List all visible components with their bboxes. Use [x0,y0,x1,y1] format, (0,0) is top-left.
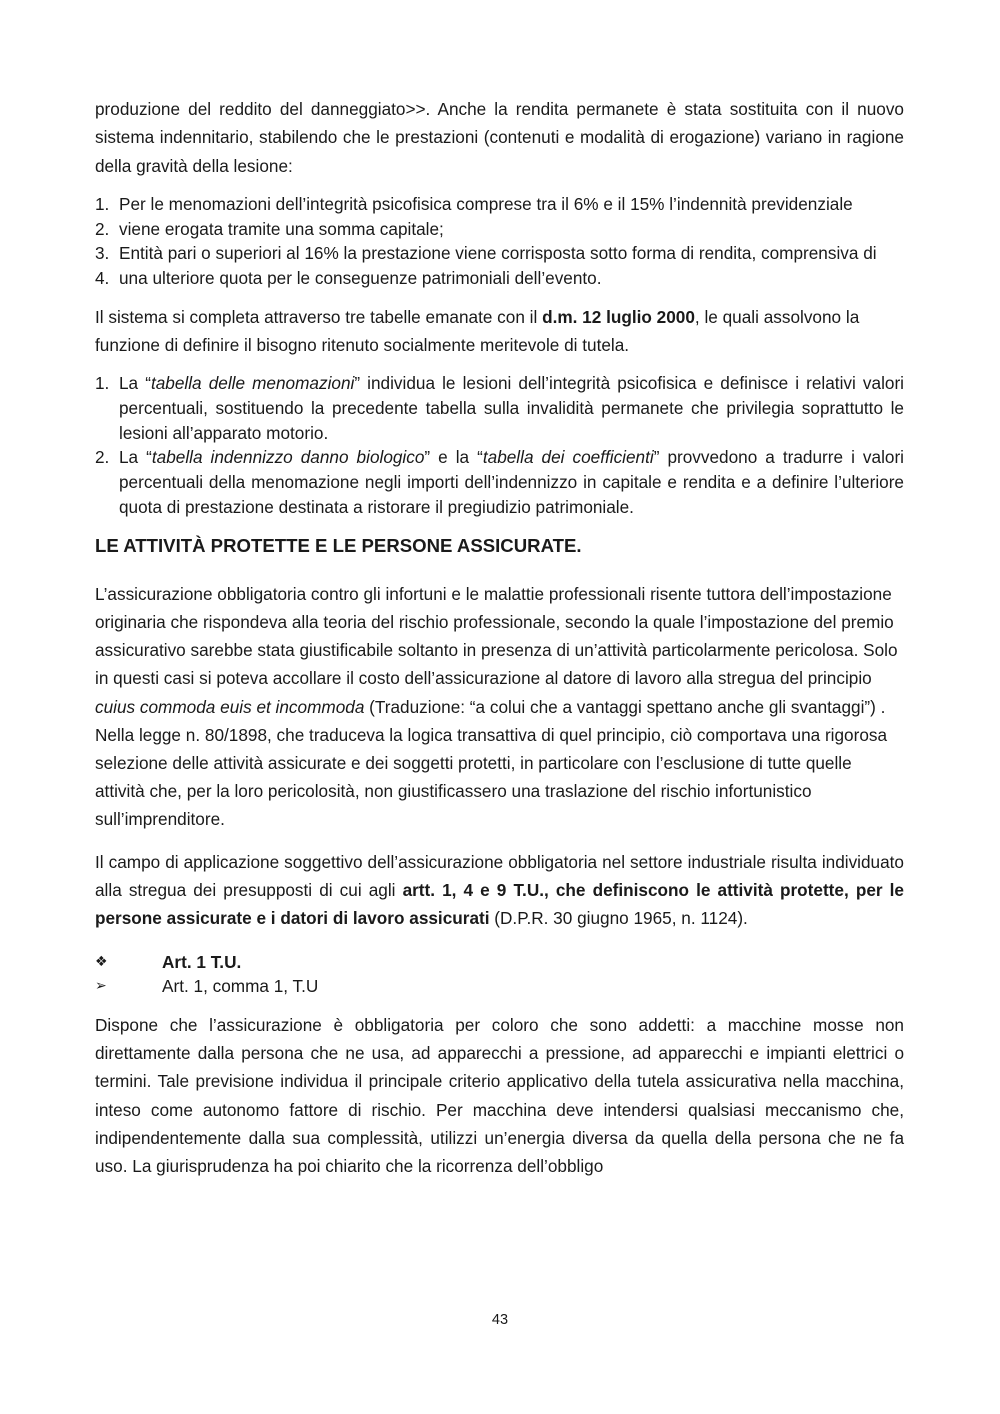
numbered-list-indemnity [95,192,904,291]
text-run: Il campo di applicazione soggettivo dell’assicurazione obbligatoria nel settore industriale risulta individuato alla stregua dei presupposti di cui agli [95,851,904,900]
text-run: (Traduzione: “a colui che a vantaggi spettano anche gli svantaggi”) . Nella legge n. 80/1898, che traduceva la logica transattiva di quel principio, ciò comportava una rigorosa selezione delle attività assicurate e dei soggetti protetti, in particolare con l’esclusione di tutte quelle attività che, per la loro pericolosità, non giustificassero una traslazione del rischio infortunistico sull’imprenditore. [95,696,888,830]
text-run: ” individua le lesioni dell’integrità psicofisica e definisce i relativi valori percentuali, sostituendo la precedente tabella sulla invalidità permanete che privilegia soprattutto le lesioni all’apparato motorio. [119,373,904,443]
numbered-list-tables [95,371,904,520]
bullet-item [95,974,904,999]
page-body [95,95,904,1181]
table-name: tabella dei coefficienti [482,447,654,468]
paragraph-scope [95,848,904,933]
list-item-text: una ulteriore quota per le conseguenze patrimoniali dell’evento. [119,268,602,289]
list-item [95,445,904,519]
text-run: Il sistema si completa attraverso tre tabelle emanate con il [95,307,543,328]
list-number: 2. [95,218,110,239]
list-number: 1. [95,373,110,394]
text-run: ” e la “ [424,447,483,468]
table-name: tabella indennizzo danno biologico [151,447,425,468]
decree-reference: d.m. 12 luglio 2000 [542,307,695,328]
bullet-text: Art. 1 T.U. [162,951,242,972]
text-run: La “ [119,373,151,394]
text-run: L’assicurazione obbligatoria contro gli infortuni e le malattie professionali risente tuttora dell’impostazione originaria che rispondeva alla teoria del rischio professionale, secondo la quale l’impostazione del premio assicurativo sarebbe stata giustificabile soltanto in presenza di un’attività particolarmente pericolosa. Solo in questi casi si poteva accollare il costo dell’assicurazione al datore di lavoro alla stregua del principio [95,583,898,689]
list-number: 2. [95,447,110,468]
paragraph-machines: Dispone che l’assicurazione è obbligatoria per coloro che sono addetti: a macchine mosse non direttamente dalla persona che ne usa, ad apparecchi a pressione, ad apparecchi e impianti elettrici o termini. Tale previsione individua il principale criterio applicativo della tutela assicurativa nella macchina, inteso come autonomo fattore di rischio. Per macchina deve intendersi qualsiasi meccanismo che, indipendentemente dalla sua complessità, utilizzi un’energia diversa da quella della persona che ne fa uso. La giurisprudenza ha poi chiarito che la ricorrenza dell’obbligo [95,1014,904,1177]
paragraph-intro: produzione del reddito del danneggiato>>. Anche la rendita permanete è stata sostituita con il nuovo sistema indennitario, stabilendo che le prestazioni (contenuti e modalità di erogazione) variano in ragione della gravità della lesione: [95,99,904,176]
list-number: 1. [95,193,110,214]
list-item [95,192,904,217]
latin-phrase: cuius commoda euis et incommoda [95,696,365,717]
text-run: (D.P.R. 30 giugno 1965, n. 1124). [489,908,748,929]
text-run: La “ [119,447,152,468]
list-item [95,217,904,242]
page-number: 43 [491,1312,509,1328]
bullet-text: Art. 1, comma 1, T.U [162,976,319,997]
section-heading: LE ATTIVITÀ PROTETTE E LE PERSONE ASSICURATE. [95,534,582,556]
list-number: 4. [95,268,110,289]
list-item [95,371,904,445]
articles-reference: artt. 1, 4 e 9 T.U., che definiscono le attività protette, per le persone assicurate e i datori di lavoro assicurati [95,879,904,929]
paragraph-tables [95,304,904,359]
arrow-bullet-icon: ➢ [95,978,107,995]
bullet-list [95,950,904,999]
table-name: tabella delle menomazioni [150,373,355,394]
text-run: ” provvedono a tradurre i valori percentuali della menomazione negli importi dell’indennizzo in capitale e rendita e a definire l’ulteriore quota di prestazione destinata a ristorare il pregiudizio patrimoniale. [119,447,904,518]
text-run: , le quali assolvono la funzione di definire il bisogno ritenuto socialmente meritevole di tutela. [95,307,860,355]
list-item-text: viene erogata tramite una somma capitale; [119,218,444,239]
list-item [95,241,904,266]
diamond-bullet-icon: ❖ [95,953,108,970]
list-item [95,266,904,291]
list-item-text: Per le menomazioni dell’integrità psicofisica comprese tra il 6% e il 15% l’indennità previdenziale [119,193,853,214]
list-item-text: Entità pari o superiori al 16% la prestazione viene corrisposta sotto forma di rendita, comprensiva di [119,243,877,264]
paragraph-history [95,580,904,834]
bullet-item [95,950,904,975]
list-number: 3. [95,243,110,264]
